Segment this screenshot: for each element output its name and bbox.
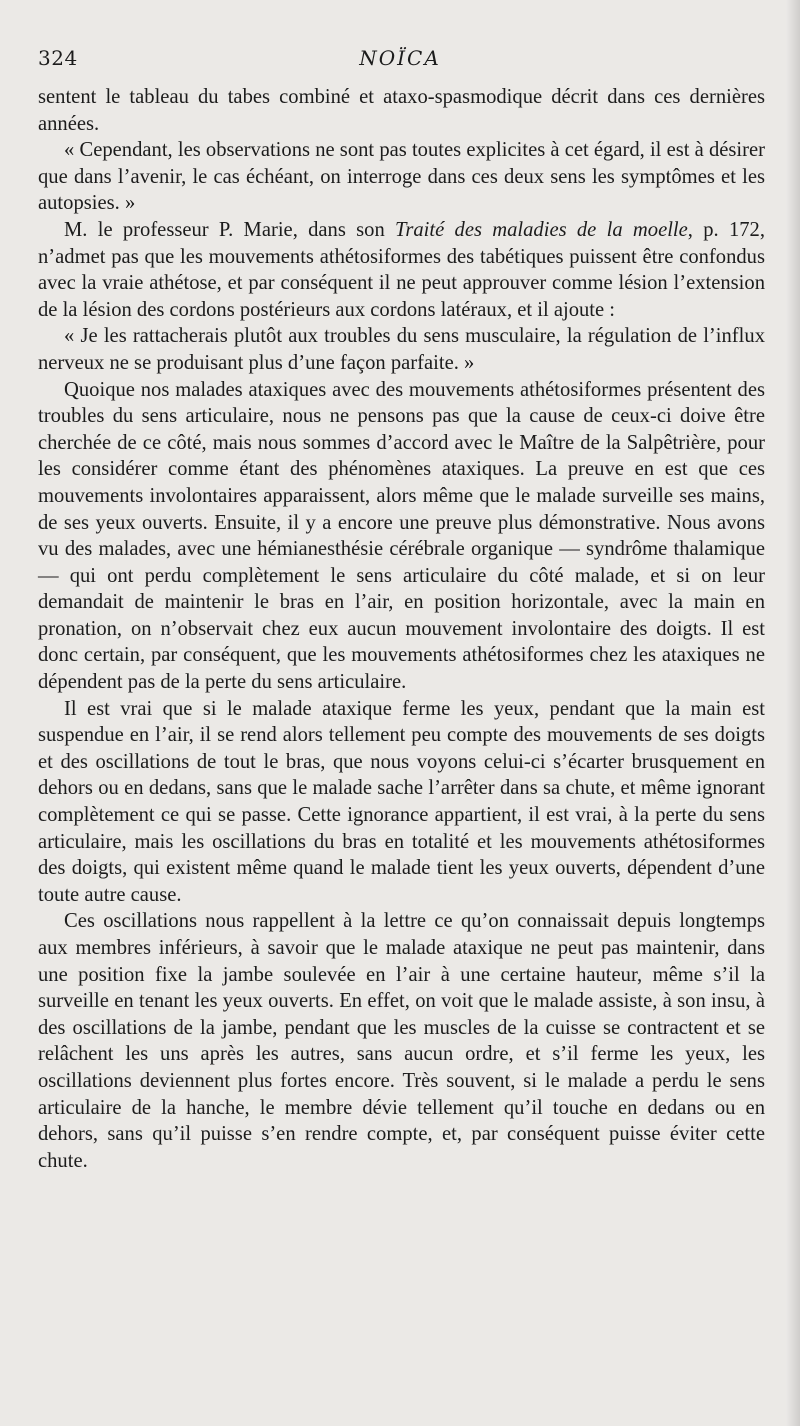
paragraph: Quoique nos malades ataxiques avec des mouvements athétosiformes présentent des troubles du sens articulaire, nous ne pensons pas que la cause de ceux-ci doive être cherchée de ce côté, mais nous sommes d’accord avec le Maître de la Salpêtrière, pour les considérer comme étant des phénomènes ataxiques. La preuve en est que ces mouvements involontaires apparaissent, alors même que le malade surveille ses mains, de ses yeux ouverts. Ensuite, il y a encore une preuve plus démonstrative. Nous avons vu des malades, avec une hémianesthésie cérébrale organique — syndrôme thalamique — qui ont perdu complètement le sens articulaire du côté malade, et si on leur demandait de maintenir le bras en l’air, en position horizontale, avec la main en pronation, on n’observait chez eux aucun mouvement involontaire des doigts. Il est donc certain, par conséquent, que les mouvements athétosiformes chez les ataxiques ne dépendent pas de la perte du sens articulaire. <box>38 378 765 694</box>
page-number: 324 <box>38 46 78 70</box>
book-title: Traité des maladies de la moelle <box>395 218 688 241</box>
quotation-paragraph: « Je les rattacherais plutôt aux troubles du sens musculaire, la régulation de l’influx nerveux ne se produisant plus d’une façon parfaite. » <box>38 325 765 374</box>
body-text <box>38 84 765 1174</box>
paragraph: sentent le tableau du tabes combiné et ataxo-spasmodique décrit dans ces dernières années. <box>38 86 765 135</box>
paragraph: « Cependant, les observations ne sont pas toutes explicites à cet égard, il est à désirer que dans l’avenir, le cas échéant, on interroge dans ces deux sens les symptômes et les autopsies. » <box>38 139 765 215</box>
page-gutter-shadow <box>786 0 800 1426</box>
paragraph-text: , p. 172, n’admet pas que les mouvements athétosiformes des tabétiques puissent être confondus avec la vraie athétose, et par conséquent il ne peut approuver comme lésion l’extension de la lésion des cordons postérieurs aux cordons latéraux, et il ajoute : <box>38 218 765 321</box>
paragraph-text: M. le professeur P. Marie, dans son <box>64 218 396 241</box>
paragraph <box>38 217 765 323</box>
paragraph: Il est vrai que si le malade ataxique ferme les yeux, pendant que la main est suspendue en l’air, il se rend alors tellement peu compte des mouvements de ses doigts et des oscillations de tout le bras, que nous voyons celui-ci s’écarter brusquement en dehors ou en dedans, sans que le malade sache l’arrêter dans sa chute, et même ignorant complètement ce qui se passe. Cette ignorance appartient, il est vrai, à la perte du sens articulaire, mais les oscillations du bras en totalité et les mouvements athétosiformes des doigts, qui existent même quand le malade tient les yeux ouverts, dépendent d’une toute autre cause. <box>38 697 765 906</box>
running-title: NOÏCA <box>359 46 441 70</box>
paragraph: Ces oscillations nous rappellent à la lettre ce qu’on connaissait depuis longtemps aux membres inférieurs, à savoir que le malade ataxique ne peut pas maintenir, dans une position fixe la jambe soulevée en l’air à une certaine hauteur, même s’il la surveille en tenant les yeux ouverts. En effet, on voit que le malade assiste, à son insu, à des oscillations de la jambe, pendant que les muscles de la cuisse se contractent et se relâchent les uns après les autres, sans aucun ordre, et s’il ferme les yeux, les oscillations deviennent plus fortes encore. Très souvent, si le malade a perdu le sens articulaire de la hanche, le membre dévie tellement qu’il touche en dedans ou en dehors, sans qu’il puisse s’en rendre compte, et, par conséquent puisse éviter cette chute. <box>38 910 765 1172</box>
